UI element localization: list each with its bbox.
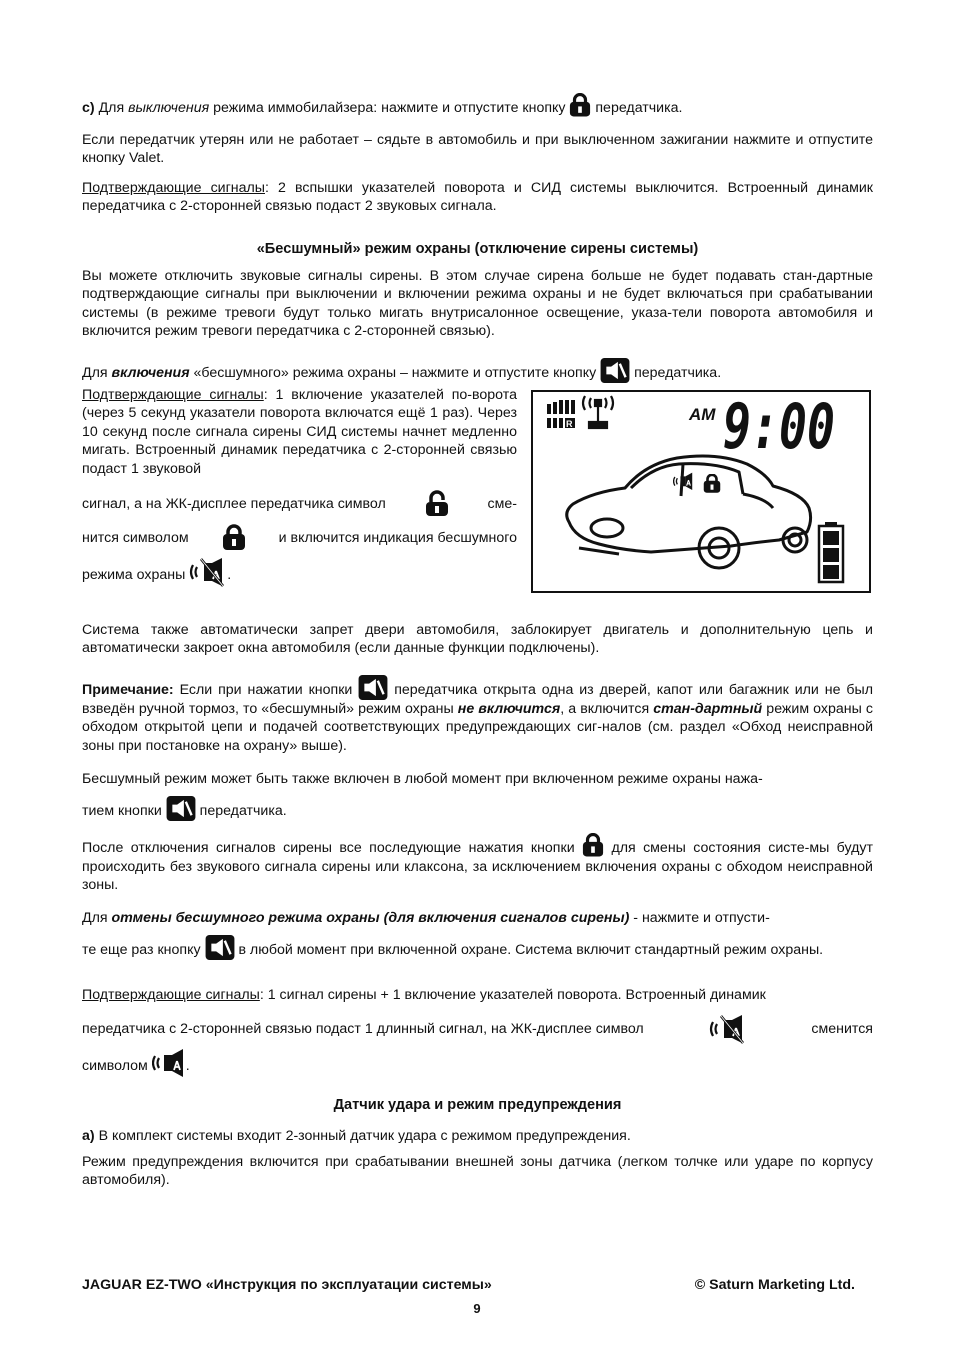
mute-button-icon	[205, 935, 235, 960]
item-prefix: c)	[82, 100, 95, 116]
paragraph-lost-transmitter: Если передатчик утерян или не работает – сядьте в автомобиль и при выключенном зажигании нажмите и отпустите кнопку Valet.	[82, 132, 873, 167]
silent-mode-icon	[709, 1014, 747, 1044]
paragraph-confirm-signals-3: Подтверждающие сигналы: 1 сигнал сирены + 1 включение указателей поворота. Встроенный динамик передатчика с 2-сторонней связью подаст 1 длинный сигнал, на ЖК-дисплее символ сменится символом .	[82, 986, 873, 1078]
mute-button-icon	[166, 796, 196, 821]
car-icon	[567, 456, 811, 568]
paragraph-note: Примечание: Если при нажатии кнопки передатчика открыта одна из дверей, капот или багажник или не был взведён ручной тормоз, то «бесшумный» режим охраны не включится, а включится стан-дартный режим охраны с обходом открытой цепи и подачей соответствующих предупреждающих сиг-налов (см. раздел «Обход неисправной зоны при постановке на охрану» выше).	[82, 675, 873, 755]
lock-button-icon	[569, 93, 591, 118]
signal-strength-icon	[547, 400, 575, 429]
lcd-ampm: AM	[689, 405, 716, 424]
footer-copyright: © Saturn Marketing Ltd.	[694, 1277, 855, 1293]
lock-symbol-icon	[222, 524, 246, 552]
paragraph-cancel-silent: Для отмены бесшумного режима охраны (для включения сигналов сирены) - нажмите и отпусти- те еще раз кнопку в любой момент при включенной охране. Система включит стандартный режим охраны.	[82, 910, 824, 959]
lock-button-icon	[582, 833, 604, 858]
paragraph-after-silent: После отключения сигналов сирены все последующие нажатия кнопки для смены состояния систе-мы будут происходить без звукового сигнала сирены или клаксона, за исключением включения охраны с обходом неисправной зоны.	[82, 833, 873, 895]
svg-text:R: R	[566, 419, 573, 429]
paragraph-silent-intro: Вы можете отключить звуковые сигналы сирены. В этом случае сирена больше не будет подавать стан-дартные подтверждающие сигналы при выключении и включении режима охраны и не будет включаться при срабатывании системы (в режиме тревоги будут только мигать внутрисалонное освещение, указа-тели поворота автомобиля и включится режим тревоги передатчика с 2-сторонней связью).	[82, 268, 873, 340]
lcd-clock: 9:00	[723, 392, 835, 463]
paragraph-shock-sensor-a: a) В комплект системы входит 2-зонный датчик удара с режимом предупреждения.	[82, 1128, 631, 1144]
paragraph-confirm-signals-1: Подтверждающие сигналы: 2 вспышки указателей поворота и СИД системы выключится. Встроенный динамик передатчика с 2-сторонней связью подаст 2 звуковых сигнала.	[82, 180, 873, 215]
unlock-symbol-icon	[425, 490, 449, 518]
sound-mode-icon	[152, 1048, 186, 1078]
paragraph-confirm-signals-2: Подтверждающие сигналы: 1 включение указателей по-ворота (через 5 секунд указатели поворота включатся ещё 1 раз). Через 10 секунд после сигнала сирены СИД системы начнет медленно мигать. Встроенный динамик передатчика с 2-сторонней связью подаст 1 звуковой сигнал, а на ЖК-дисплее передатчика символ сме- нится символом и включится индикация бесшумного режима охраны .	[82, 386, 517, 587]
paragraph-silent-enable: Для включения «бесшумного» режима охраны – нажмите и отпустите кнопку передатчика.	[82, 358, 873, 383]
heading-silent-mode: «Бесшумный» режим охраны (отключение сирены системы)	[256, 241, 699, 257]
silent-mode-icon	[189, 557, 227, 587]
mute-button-icon	[600, 358, 630, 383]
battery-icon	[819, 522, 843, 582]
page-number: 9	[473, 1301, 481, 1316]
paragraph-auto-lock: Система также автоматически запрет двери автомобиля, заблокирует двигатель и дополнительную цепь и автоматически закроет окна автомобиля (если данные функции подключены).	[82, 622, 873, 657]
footer-title: JAGUAR EZ-TWO «Инструкция по эксплуатации системы»	[82, 1277, 492, 1293]
paragraph-immobilizer-off: c) Для выключения режима иммобилайзера: нажмите и отпустите кнопку передатчика.	[82, 93, 873, 118]
antenna-icon	[583, 396, 613, 428]
heading-shock-sensor: Датчик удара и режим предупреждения	[333, 1097, 622, 1113]
mute-button-icon	[358, 675, 388, 700]
paragraph-silent-any-time: Бесшумный режим может быть также включен в любой момент при включенном режиме охраны нажа- тием кнопки передатчика.	[82, 771, 763, 820]
paragraph-warning-mode: Режим предупреждения включится при срабатывании внешней зоны датчика (легком толчке или ударе по корпусу автомобиля).	[82, 1154, 873, 1189]
lcd-screen	[533, 392, 869, 591]
lcd-display-illustration	[531, 390, 871, 593]
